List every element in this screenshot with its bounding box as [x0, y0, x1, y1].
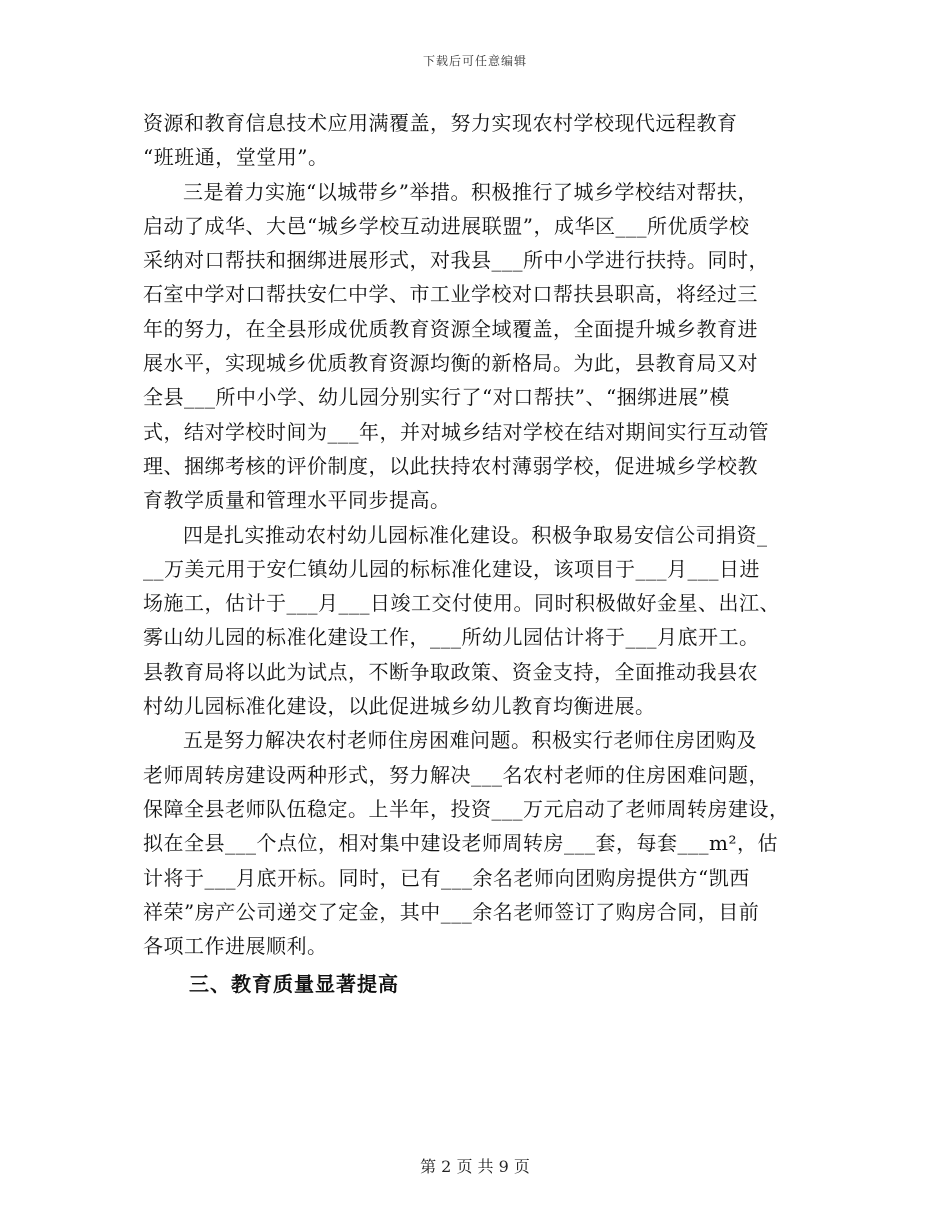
text-line: 启动了成华、大邑“城乡学校互动进展联盟”，成华区___所优质学校 — [143, 213, 750, 238]
text-line: __万美元用于安仁镇幼儿园的标标准化建设，该项目于___月___日进 — [143, 556, 760, 581]
text-line: 三是着力实施“以城带乡”举措。积极推行了城乡学校结对帮扶， — [183, 179, 758, 204]
text-line: 五是努力解决农村老师住房困难问题。积极实行老师住房团购及 — [183, 728, 757, 753]
text-line: “班班通，堂堂用”。 — [143, 145, 329, 170]
text-line: 式，结对学校时间为___年，并对城乡结对学校在结对期间实行互动管 — [143, 419, 769, 444]
document-body — [143, 106, 808, 1001]
text-line: 老师周转房建设两种形式，努力解决___名农村老师的住房困难问题， — [143, 762, 769, 787]
text-line: 展水平，实现城乡优质教育资源均衡的新格局。为此，县教育局又对 — [143, 351, 758, 376]
text-line: 计将于___月底开标。同时，已有___余名老师向团购房提供方“凯西 — [143, 865, 750, 890]
section-heading: 三、教育质量显著提高 — [189, 972, 399, 997]
text-line: 四是扎实推动农村幼儿园标准化建设。积极争取易安信公司捐资_ — [183, 522, 768, 547]
text-line: 雾山幼儿园的标准化建设工作，___所幼儿园估计将于___月底开工。 — [143, 625, 760, 650]
paragraph-three — [143, 175, 808, 518]
text-line: 祥荣”房产公司递交了定金，其中___余名老师签订了购房合同，目前 — [143, 899, 760, 924]
text-line: 全县___所中小学、幼儿园分别实行了“对口帮扶”、“捆绑进展”模 — [143, 385, 730, 410]
text-line: 保障全县老师队伍稳定。上半年，投资___万元启动了老师周转房建设， — [143, 796, 790, 821]
text-line: 村幼儿园标准化建设，以此促进城乡幼儿教育均衡进展。 — [143, 694, 656, 719]
text-line: 石室中学对口帮扶安仁中学、市工业学校对口帮扶县职高，将经过三 — [143, 282, 758, 307]
page-number: 第 2 页 共 9 页 — [420, 1157, 530, 1176]
text-line: 场施工，估计于___月___日竣工交付使用。同时积极做好金星、出江、 — [143, 591, 780, 616]
page-header: 下载后可任意编辑 — [422, 54, 527, 68]
text-line: 拟在全县___个点位，相对集中建设老师周转房___套，每套___m²，估 — [143, 831, 778, 856]
text-line: 资源和教育信息技术应用满覆盖，努力实现农村学校现代远程教育 — [143, 111, 738, 135]
text-line: 理、捆绑考核的评价制度，以此扶持农村薄弱学校，促进城乡学校教 — [143, 453, 758, 478]
text-line: 采纳对口帮扶和捆绑进展形式，对我县___所中小学进行扶持。同时， — [143, 248, 769, 273]
text-line: 育教学质量和管理水平同步提高。 — [143, 488, 451, 513]
text-line: 年的努力，在全县形成优质教育资源全域覆盖，全面提升城乡教育进 — [143, 316, 758, 341]
paragraph-continuation — [143, 106, 808, 175]
paragraph-five — [143, 723, 808, 963]
text-line: 县教育局将以此为试点，不断争取政策、资金支持，全面推动我县农 — [143, 659, 758, 684]
text-line: 各项工作进展顺利。 — [143, 934, 328, 959]
paragraph-four — [143, 518, 808, 724]
